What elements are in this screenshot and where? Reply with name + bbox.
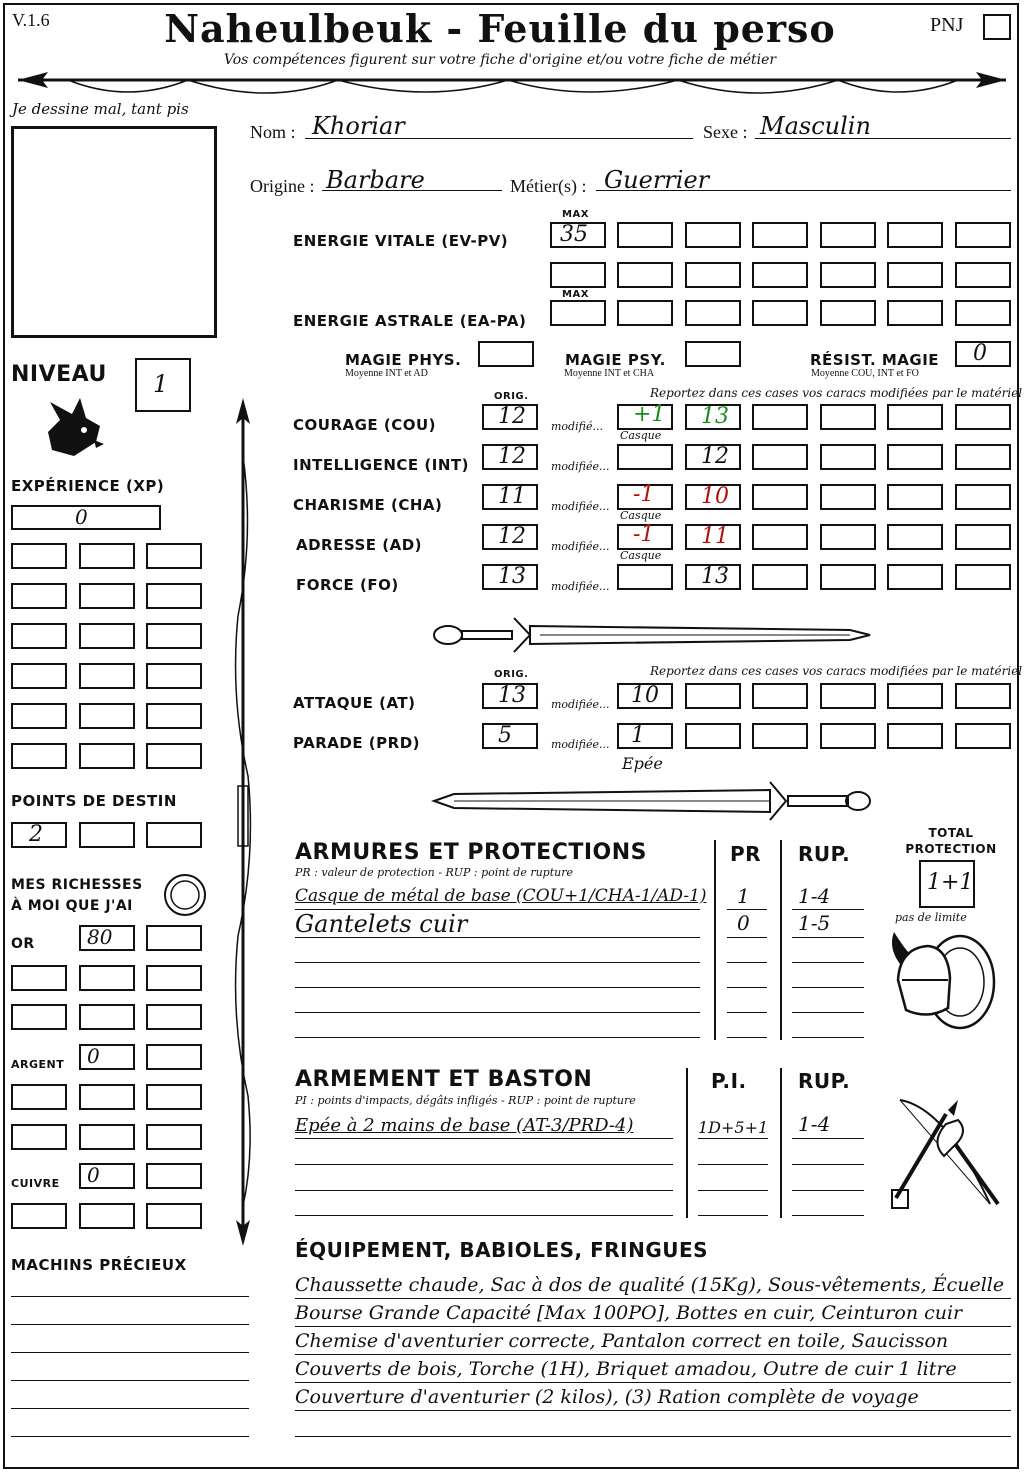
nom-field[interactable]: Khoriar [312, 112, 405, 140]
xp-grid-box[interactable] [11, 583, 67, 609]
ea-label: ENERGIE ASTRALE (EA-PA) [293, 312, 527, 330]
xp-grid-box[interactable] [146, 543, 202, 569]
at-extra-box[interactable] [685, 683, 741, 709]
or-box[interactable] [146, 925, 202, 951]
destin-box[interactable] [79, 822, 135, 848]
stat-mod-note: Casque [620, 509, 662, 522]
stat-extra-box[interactable] [887, 564, 943, 590]
destin-box[interactable] [146, 822, 202, 848]
prd-mod-box[interactable]: 1 [617, 723, 673, 749]
or-box[interactable] [146, 965, 202, 991]
sword-icon [430, 614, 874, 656]
portrait-box[interactable] [11, 126, 217, 338]
stat-orig-fo[interactable]: 13 [482, 564, 538, 590]
stat-mod-int[interactable] [617, 444, 673, 470]
pnj-checkbox[interactable] [983, 14, 1011, 40]
ev-label: ENERGIE VITALE (EV-PV) [293, 232, 509, 250]
cuivre-box[interactable] [146, 1163, 202, 1189]
stat-orig-cou[interactable]: 12 [482, 404, 538, 430]
stat-extra-box[interactable] [887, 404, 943, 430]
at-extra-box[interactable] [752, 683, 808, 709]
ev-box[interactable] [752, 222, 808, 248]
stat-mod-note: Casque [620, 549, 662, 562]
richesses-label: MES RICHESSES [11, 877, 143, 893]
ev-max-box[interactable] [550, 222, 606, 248]
xp-value: 0 [75, 505, 88, 529]
ea-box[interactable] [752, 300, 808, 326]
cuivre-value: 0 [87, 1163, 100, 1187]
xp-grid-box[interactable] [11, 623, 67, 649]
weapon-note: Epée [622, 754, 663, 773]
xp-grid-box[interactable] [11, 663, 67, 689]
niveau-label: NIVEAU [11, 362, 107, 387]
total-protection-box[interactable] [919, 860, 975, 908]
stat-extra-box[interactable] [820, 564, 876, 590]
armor-item-pr[interactable]: 0 [737, 911, 750, 935]
at-extra-box[interactable] [955, 683, 1011, 709]
machins-line[interactable] [11, 1408, 249, 1409]
stats-orig-label: ORIG. [494, 391, 529, 402]
stat-extra-box[interactable] [820, 444, 876, 470]
stat-final-int[interactable]: 12 [685, 444, 741, 470]
ev-max-label: MAX [562, 209, 589, 220]
ev-box[interactable] [887, 222, 943, 248]
argent-box[interactable] [79, 1084, 135, 1110]
xp-box[interactable] [11, 505, 161, 530]
xp-grid-box[interactable] [11, 743, 67, 769]
weapons-rup-header: RUP. [798, 1069, 851, 1093]
prd-modifie-label: modifiée... [551, 738, 610, 751]
equipment-line[interactable]: Couverture d'aventurier (2 kilos), (3) Ration complète de voyage [295, 1386, 919, 1408]
at-label: ATTAQUE (AT) [293, 694, 416, 712]
prd-extra-box[interactable] [820, 723, 876, 749]
xp-label: EXPÉRIENCE (XP) [11, 477, 165, 495]
stat-label-cou: COURAGE (COU) [293, 416, 437, 434]
cuivre-box[interactable] [11, 1203, 67, 1229]
armor-line[interactable] [295, 1037, 700, 1038]
ev-box[interactable] [820, 262, 876, 288]
machins-label: MACHINS PRÉCIEUX [11, 1256, 187, 1274]
armor-rup-header: RUP. [798, 842, 851, 866]
armor-line[interactable] [295, 1012, 700, 1013]
cuivre-label: CUIVRE [11, 1177, 60, 1190]
ev-box[interactable] [820, 222, 876, 248]
combat-orig-label: ORIG. [494, 669, 529, 680]
equipment-empty-line[interactable] [295, 1436, 1011, 1437]
magie-psy-label: MAGIE PSY. [565, 351, 666, 369]
stat-mod-cou[interactable]: +1 [617, 404, 673, 430]
argent-box[interactable] [146, 1044, 202, 1070]
stat-extra-box[interactable] [752, 404, 808, 430]
destin-value: 2 [29, 822, 43, 847]
ea-box[interactable] [955, 300, 1011, 326]
ea-max-box[interactable] [550, 300, 606, 326]
niveau-value: 1 [153, 370, 169, 398]
stat-final-cou[interactable]: 13 [685, 404, 741, 430]
magie-psy-note: Moyenne INT et CHA [564, 368, 655, 379]
stats-report-note: Reportez dans ces cases vos caracs modifiées par le matériel [650, 386, 1023, 400]
ev-box[interactable] [752, 262, 808, 288]
weapon-line[interactable] [295, 1215, 673, 1216]
ea-box[interactable] [820, 300, 876, 326]
machins-line[interactable] [11, 1324, 249, 1325]
magie-phys-label: MAGIE PHYS. [345, 351, 462, 369]
xp-grid-box[interactable] [79, 583, 135, 609]
xp-grid-box[interactable] [79, 743, 135, 769]
xp-grid-box[interactable] [146, 663, 202, 689]
stat-modifie-label: modifié... [551, 420, 603, 433]
stat-modifie-label: modifiée... [551, 580, 610, 593]
armor-note: PR : valeur de protection - RUP : point de rupture [295, 866, 573, 879]
stat-extra-box[interactable] [955, 524, 1011, 550]
weapon-line[interactable] [295, 1190, 673, 1191]
or-value: 80 [87, 925, 113, 949]
argent-label: ARGENT [11, 1058, 65, 1071]
stat-final-ad[interactable]: 11 [685, 524, 741, 550]
weapon-item-pi[interactable]: 1D+5+1 [698, 1118, 769, 1137]
at-mod-box[interactable]: 10 [617, 683, 673, 709]
total-protection-note: pas de limite [895, 911, 967, 924]
total-protection-label: TOTAL [928, 826, 974, 840]
crossed-weapons-icon [886, 1094, 1004, 1216]
argent-value: 0 [87, 1044, 100, 1068]
total-protection-label-2: PROTECTION [905, 842, 997, 856]
argent-box[interactable] [146, 1124, 202, 1150]
or-box[interactable] [79, 925, 135, 951]
stat-extra-box[interactable] [887, 484, 943, 510]
equipment-title: ÉQUIPEMENT, BABIOLES, FRINGUES [295, 1238, 709, 1262]
cuivre-box[interactable] [79, 1203, 135, 1229]
ea-box[interactable] [887, 300, 943, 326]
xp-grid-box[interactable] [146, 583, 202, 609]
stat-final-fo[interactable]: 13 [685, 564, 741, 590]
richesses-label-2: À MOI QUE J'AI [11, 898, 133, 914]
prd-extra-box[interactable] [685, 723, 741, 749]
weapon-line[interactable] [295, 1164, 673, 1165]
prd-extra-box[interactable] [887, 723, 943, 749]
ev-box[interactable] [955, 222, 1011, 248]
argent-box[interactable] [79, 1124, 135, 1150]
pnj-label: PNJ [930, 14, 964, 36]
page-subtitle: Vos compétences figurent sur votre fiche d'origine et/ou votre fiche de métier [223, 52, 777, 68]
dragon-head-icon [38, 392, 106, 462]
sword-icon [430, 780, 874, 822]
armor-item-name[interactable]: Casque de métal de base (COU+1/CHA-1/AD-1) [295, 886, 707, 906]
ea-box[interactable] [617, 300, 673, 326]
destin-label: POINTS DE DESTIN [11, 792, 177, 810]
metier-field[interactable]: Guerrier [604, 166, 710, 194]
weapons-title: ARMEMENT ET BASTON [295, 1067, 593, 1092]
armor-line[interactable] [295, 962, 700, 963]
origine-label: Origine : [250, 176, 315, 196]
stat-orig-cha[interactable]: 11 [482, 484, 538, 510]
prd-extra-box[interactable] [955, 723, 1011, 749]
stat-extra-box[interactable] [752, 444, 808, 470]
stat-extra-box[interactable] [752, 524, 808, 550]
stat-modifie-label: modifiée... [551, 540, 610, 553]
stat-modifie-label: modifiée... [551, 500, 610, 513]
stat-extra-box[interactable] [752, 564, 808, 590]
stat-extra-box[interactable] [955, 404, 1011, 430]
version-label: V.1.6 [12, 10, 50, 30]
or-label: OR [11, 936, 35, 952]
ev-box[interactable] [685, 222, 741, 248]
destin-box[interactable] [11, 822, 67, 848]
helmet-shield-icon [888, 928, 1000, 1036]
coin-icon [162, 872, 208, 918]
stat-extra-box[interactable] [887, 524, 943, 550]
machins-line[interactable] [11, 1380, 249, 1381]
equipment-line[interactable]: Couverts de bois, Torche (1H), Briquet amadou, Outre de cuir 1 litre [295, 1358, 957, 1380]
xp-grid-box[interactable] [79, 663, 135, 689]
resist-magie-label: RÉSIST. MAGIE [810, 351, 940, 369]
xp-grid-box[interactable] [79, 703, 135, 729]
weapons-pi-header: P.I. [711, 1069, 747, 1093]
stat-extra-box[interactable] [820, 524, 876, 550]
resist-magie-box[interactable]: 0 [955, 341, 1011, 367]
armor-item-rup[interactable]: 1-4 [798, 884, 831, 908]
magie-phys-box[interactable] [478, 341, 534, 367]
stat-extra-box[interactable] [887, 444, 943, 470]
sexe-field[interactable]: Masculin [760, 112, 871, 140]
weapons-note: PI : points d'impacts, dégâts infligés - RUP : point de rupture [295, 1094, 636, 1107]
sexe-label: Sexe : [703, 122, 748, 142]
ev-box[interactable] [617, 222, 673, 248]
armor-title: ARMURES ET PROTECTIONS [295, 840, 647, 865]
xp-grid-box[interactable] [11, 543, 67, 569]
at-extra-box[interactable] [820, 683, 876, 709]
ev-box[interactable] [887, 262, 943, 288]
combat-report-note: Reportez dans ces cases vos caracs modifiées par le matériel [650, 664, 1023, 678]
nom-label: Nom : [250, 122, 296, 142]
xp-grid-box[interactable] [146, 703, 202, 729]
total-protection-value: 1+1 [927, 870, 974, 895]
argent-box[interactable] [146, 1084, 202, 1110]
stat-mod-ad[interactable]: -1 [617, 524, 673, 550]
or-box[interactable] [79, 965, 135, 991]
metier-label: Métier(s) : [510, 176, 587, 196]
weapon-item-name[interactable]: Epée à 2 mains de base (AT-3/PRD-4) [295, 1115, 634, 1136]
equipment-line[interactable]: Bourse Grande Capacité [Max 100PO], Bottes en cuir, Ceinturon cuir [295, 1302, 963, 1324]
stat-orig-ad[interactable]: 12 [482, 524, 538, 550]
stat-label-fo: FORCE (FO) [296, 576, 399, 594]
at-modifie-label: modifiée... [551, 698, 610, 711]
xp-grid-box[interactable] [146, 743, 202, 769]
stat-extra-box[interactable] [955, 564, 1011, 590]
spear-staff-icon [228, 396, 258, 1258]
argent-box[interactable] [11, 1124, 67, 1150]
stat-modifie-label: modifiée... [551, 460, 610, 473]
ev-box[interactable] [685, 262, 741, 288]
stat-extra-box[interactable] [752, 484, 808, 510]
magie-phys-note: Moyenne INT et AD [345, 368, 428, 379]
argent-box[interactable] [11, 1084, 67, 1110]
prd-orig-box[interactable]: 5 [482, 723, 538, 749]
armor-line[interactable] [295, 987, 700, 988]
xp-grid-box[interactable] [11, 703, 67, 729]
or-box[interactable] [11, 1004, 67, 1030]
weapon-item-rup[interactable]: 1-4 [798, 1112, 831, 1136]
stat-extra-box[interactable] [955, 444, 1011, 470]
resist-magie-note: Moyenne COU, INT et FO [811, 368, 919, 379]
stat-extra-box[interactable] [955, 484, 1011, 510]
portrait-caption: Je dessine mal, tant pis [12, 100, 189, 118]
or-box[interactable] [146, 1004, 202, 1030]
stat-final-cha[interactable]: 10 [685, 484, 741, 510]
ev-box[interactable] [617, 262, 673, 288]
ea-max-label: MAX [562, 289, 589, 300]
equipment-line[interactable]: Chaussette chaude, Sac à dos de qualité (15Kg), Sous-vêtements, Écuelle [295, 1274, 1005, 1296]
origine-field[interactable]: Barbare [326, 166, 425, 194]
stat-mod-cha[interactable]: -1 [617, 484, 673, 510]
at-orig-box[interactable]: 13 [482, 683, 538, 709]
ev-box[interactable] [550, 262, 606, 288]
or-box[interactable] [11, 965, 67, 991]
stat-extra-box[interactable] [820, 484, 876, 510]
stat-mod-fo[interactable] [617, 564, 673, 590]
magie-psy-box[interactable] [685, 341, 741, 367]
armor-item-rup[interactable]: 1-5 [798, 911, 831, 935]
stat-extra-box[interactable] [820, 404, 876, 430]
xp-grid-box[interactable] [79, 543, 135, 569]
ev-box[interactable] [955, 262, 1011, 288]
xp-grid-box[interactable] [79, 623, 135, 649]
cuivre-box[interactable] [146, 1203, 202, 1229]
niveau-box[interactable] [135, 358, 191, 412]
stat-label-ad: ADRESSE (AD) [296, 536, 423, 554]
xp-grid-box[interactable] [146, 623, 202, 649]
ev-max-value: 35 [560, 222, 588, 247]
at-extra-box[interactable] [887, 683, 943, 709]
stat-orig-int[interactable]: 12 [482, 444, 538, 470]
stat-label-int: INTELLIGENCE (INT) [293, 456, 469, 474]
argent-box[interactable] [79, 1044, 135, 1070]
page-title: Naheulbeuk - Feuille du perso [164, 6, 836, 51]
machins-line[interactable] [11, 1296, 249, 1297]
cuivre-box[interactable] [79, 1163, 135, 1189]
stat-mod-note: Casque [620, 429, 662, 442]
or-box[interactable] [79, 1004, 135, 1030]
prd-label: PARADE (PRD) [293, 734, 421, 752]
machins-line[interactable] [11, 1352, 249, 1353]
stat-label-cha: CHARISME (CHA) [293, 496, 443, 514]
ea-box[interactable] [685, 300, 741, 326]
prd-extra-box[interactable] [752, 723, 808, 749]
armor-item-name[interactable]: Gantelets cuir [295, 910, 468, 938]
equipment-line[interactable]: Chemise d'aventurier correcte, Pantalon correct en toile, Saucisson [295, 1330, 949, 1352]
armor-pr-header: PR [730, 842, 762, 866]
armor-item-pr[interactable]: 1 [737, 884, 750, 908]
machins-line[interactable] [11, 1436, 249, 1437]
